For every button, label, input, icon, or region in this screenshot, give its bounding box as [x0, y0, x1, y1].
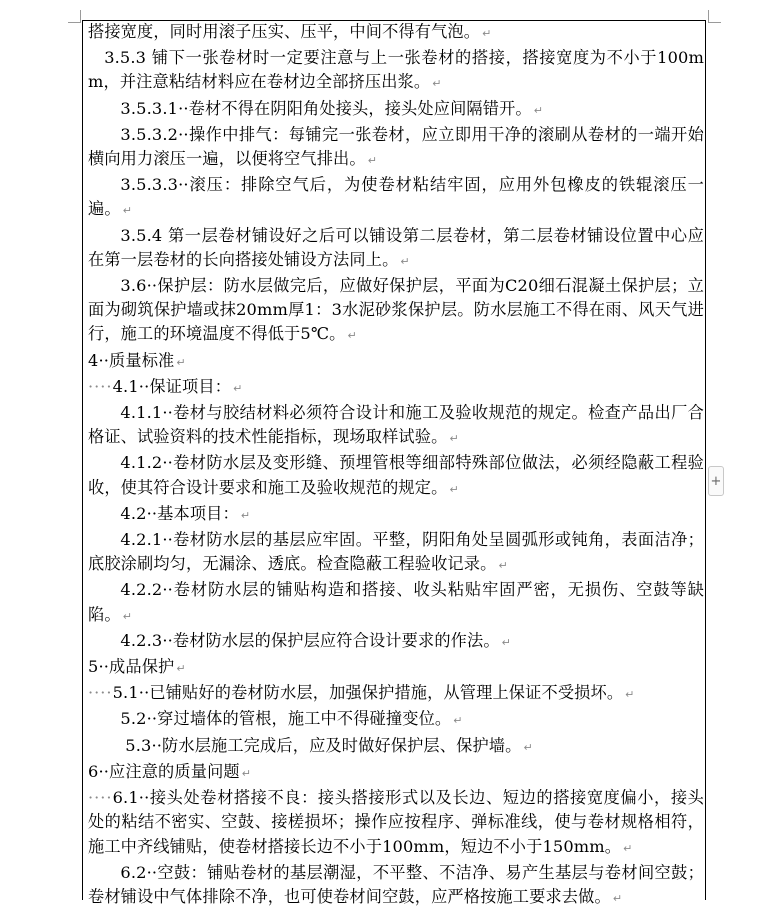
paragraph-text: 6··应注意的质量问题 [88, 761, 240, 781]
paragraph-mark-icon: ↵ [498, 559, 508, 573]
paragraph-mark-icon: ↵ [533, 103, 544, 117]
paragraph-mark-icon: ↵ [523, 740, 533, 754]
paragraph-text: 3.5.3.2··操作中排气：每铺完一张卷材，应立即用干净的滚刷从卷材的一端开始横向用力滚压一遍，以便将空气排出。 [88, 124, 704, 169]
paragraph-mark-icon: ↵ [453, 714, 463, 728]
paragraph [88, 502, 704, 528]
paragraph-text: 3.5.4 第一层卷材铺设好之后可以铺设第二层卷材，第二层卷材铺设位置中心应在第一层卷材的长向搭接处铺设方法同上。 [88, 225, 704, 269]
paragraph-mark-icon: ↵ [367, 154, 378, 168]
paragraph-mark-icon: ↵ [623, 841, 633, 855]
paragraph-mark-icon: ↵ [347, 329, 357, 343]
paragraph-text: 3.6··保护层：防水层做完后，应做好保护层，平面为C20细石混凝土保护层；立面为砌筑保护墙或抹20mm厚1：3水泥砂浆保护层。防水层施工不得在雨、风天气进行，施工的环境温度不得低于5℃。 [88, 276, 704, 344]
document-body[interactable] [88, 20, 704, 911]
page-corner-mark-top-left [68, 10, 81, 23]
paragraph [88, 375, 704, 401]
paragraph-text: 6.2··空鼓：铺贴卷材的基层潮湿，不平整、不洁净、易产生基层与卷材间空鼓；卷材铺设中气体排除不净，也可使卷材间空鼓，应严格按施工要求去做。 [88, 862, 704, 906]
leading-dots: ···· [88, 683, 113, 703]
paragraph [88, 173, 704, 223]
leading-dots: ···· [88, 376, 113, 396]
paragraph [88, 451, 704, 501]
paragraph [88, 224, 704, 274]
paragraph-mark-icon: ↵ [449, 482, 459, 496]
paragraph-text: 搭接宽度，同时用滚子压实、压平，中间不得有气泡。 [88, 22, 481, 41]
paragraph [88, 528, 704, 578]
paragraph-text: 3.5.3 铺下一张卷材时一定要注意与上一张卷材的搭接，搭接宽度为不小于100mm，并注意粘结材料应在卷材边全部挤压出浆。 [88, 48, 704, 92]
paragraph-text: 5··成品保护 [88, 657, 175, 677]
paragraph-mark-icon: ↵ [176, 662, 186, 676]
paragraph-text: 4.2.2··卷材防水层的铺贴构造和搭接、收头粘贴牢固严密，无损伤、空鼓等缺陷。 [88, 580, 704, 624]
paragraph-text: 5.2··穿过墙体的管根，施工中不得碰撞变位。 [120, 709, 452, 729]
paragraph-text: 4··质量标准 [88, 350, 175, 370]
paragraph-mark-icon: ↵ [501, 635, 512, 649]
paragraph-mark-icon: ↵ [240, 508, 251, 522]
paragraph [88, 401, 704, 451]
paragraph-text: 3.5.3.3··滚压：排除空气后，为使卷材粘结牢固，应用外包橡皮的铁辊滚压一遍。 [88, 175, 704, 219]
paragraph [88, 861, 704, 911]
paragraph-mark-icon: ↵ [482, 27, 492, 40]
paragraph-text: 4.1.1··卷材与胶结材料必须符合设计和施工及验收规范的规定。检查产品出厂合格证、试验资料的技术性能指标，现场取样试验。 [88, 403, 704, 447]
paragraph-mark-icon: ↵ [176, 355, 186, 369]
paragraph [88, 707, 704, 733]
paragraph [88, 629, 704, 655]
paragraph [88, 655, 704, 681]
paragraph-text: 3.5.3.1··卷材不得在阴阳角处接头，接头处应间隔错开。 [120, 98, 532, 118]
expand-handle-icon[interactable]: + [708, 466, 724, 496]
paragraph [88, 274, 704, 349]
paragraph [88, 97, 704, 123]
paragraph-mark-icon: ↵ [400, 254, 410, 268]
paragraph-text: 6.1··接头处卷材搭接不良：接头搭接形式以及长边、短边的搭接宽度偏小，接头处的粘结不密实、空鼓、接槎损坏；操作应按程序、弹标准线，使与卷材规格相符，施工中齐线铺贴，使卷材搭接长边不小于100mm，短边不小于150mm。 [88, 788, 704, 856]
paragraph-mark-icon: ↵ [449, 432, 459, 446]
paragraph-text: 4.2··基本项目： [120, 503, 239, 523]
paragraph-mark-icon: ↵ [122, 204, 133, 218]
leading-dots: ···· [88, 788, 113, 808]
paragraph [88, 46, 704, 96]
paragraph [88, 123, 704, 173]
paragraph [88, 578, 704, 628]
paragraph-text: 4.1··保证项目： [112, 376, 232, 396]
page-corner-mark-top-right [708, 10, 721, 23]
paragraph [88, 734, 704, 760]
paragraph [88, 349, 704, 375]
paragraph-mark-icon: ↵ [122, 609, 133, 623]
paragraph-text: 4.1.2··卷材防水层及变形缝、预埋管根等细部特殊部位做法，必须经隐蔽工程验收，使其符合设计要求和施工及验收规范的规定。 [88, 453, 704, 497]
paragraph-text: 5.3··防水层施工完成后，应及时做好保护层、保护墙。 [125, 735, 522, 755]
paragraph-mark-icon: ↵ [612, 891, 623, 905]
paragraph [88, 20, 704, 46]
paragraph-text: 4.2.1··卷材防水层的基层应牢固。平整，阴阳角处呈圆弧形或钝角，表面洁净；底胶涂刷均匀，无漏涂、透底。检查隐蔽工程验收记录。 [88, 530, 704, 574]
paragraph-mark-icon: ↵ [625, 688, 635, 702]
paragraph-text: 5.1··已铺贴好的卷材防水层，加强保护措施，从管理上保证不受损坏。 [112, 683, 624, 703]
paragraph-text: 4.2.3··卷材防水层的保护层应符合设计要求的作法。 [120, 630, 500, 650]
paragraph-mark-icon: ↵ [432, 77, 442, 91]
paragraph [88, 786, 704, 861]
paragraph-mark-icon: ↵ [241, 766, 252, 780]
paragraph [88, 760, 704, 786]
paragraph-mark-icon: ↵ [233, 381, 243, 395]
paragraph [88, 681, 704, 707]
